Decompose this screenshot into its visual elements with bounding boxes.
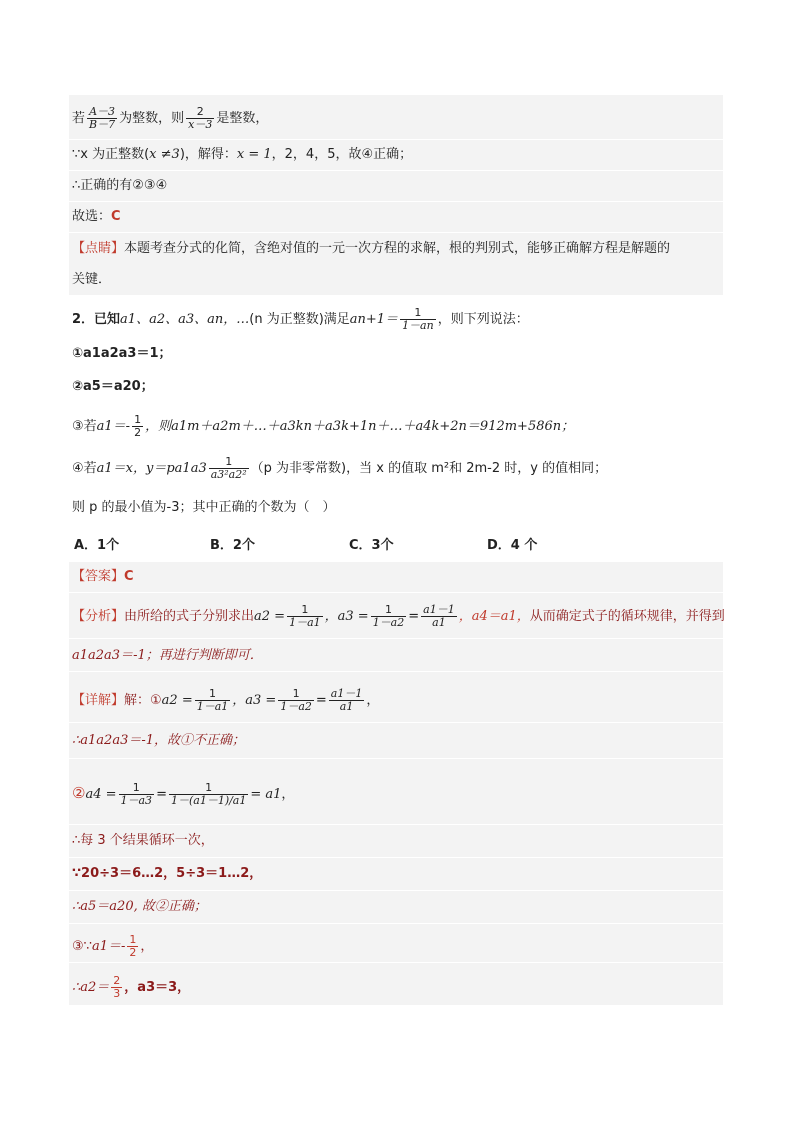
fraction-denominator: a1: [329, 700, 365, 713]
text: 故选：: [72, 209, 112, 224]
q1-line-comment: [72, 240, 670, 258]
analysis-line: [72, 604, 725, 629]
fraction-numerator: 1: [129, 933, 137, 946]
option-c: [349, 537, 394, 555]
q2-statement-3: [72, 414, 574, 439]
text: ，: [140, 939, 154, 954]
analysis-tag: 【分析】: [72, 609, 125, 624]
fraction: [287, 604, 323, 629]
text: )，解得：: [179, 147, 237, 162]
detail-tag: 【详解】: [72, 693, 125, 708]
math: ，a3 =: [324, 609, 369, 624]
text: ∴a2＝: [72, 980, 110, 995]
highlight-band: [69, 562, 723, 593]
fraction-numerator: 1: [384, 603, 392, 616]
q1-line-comment-end: [72, 271, 111, 289]
fraction-numerator: a1－1: [330, 687, 363, 700]
math: = a1: [250, 787, 282, 802]
text: 本题考查分式的化简，含绝对值的一元一次方程的求解，根的判别式，能够正确解方程是解题的: [124, 241, 671, 256]
option-d: [487, 537, 537, 555]
fraction: [421, 604, 457, 629]
math: =: [156, 787, 167, 802]
text: 解：①: [124, 693, 162, 708]
text: （p 为非零常数)，当 x 的值取 m²和 2m-2 时，y 的值相同；: [250, 461, 608, 476]
text: 由所给的式子分别求出: [124, 609, 255, 624]
detail-line-3: [72, 782, 294, 807]
text: (n 为正整数)满足: [249, 312, 350, 327]
answer-tag: 【答案】: [72, 569, 125, 584]
comment-tag: 【点睛】: [72, 241, 125, 256]
highlight-band: [69, 202, 723, 233]
math: a1＝-: [96, 419, 131, 434]
math: a2 =: [254, 609, 286, 624]
text: ，a3＝3，: [124, 980, 191, 995]
math: a2 =: [161, 693, 193, 708]
text: ①a1a2a3＝1；: [72, 346, 172, 361]
fraction: [119, 782, 155, 807]
answer-line: [72, 568, 134, 586]
q2-stem: [72, 307, 529, 332]
fraction-numerator: 2: [113, 974, 121, 987]
fraction: [195, 688, 231, 713]
q1-line-correct: [72, 177, 167, 195]
q2-statement-4: [72, 456, 607, 481]
fraction-denominator: x－3: [188, 118, 213, 131]
detail-line-4: [72, 832, 214, 850]
math: ，则a1m＋a2m＋…＋a3kn＋a3k+1n＋…＋a4k+2n＝912m+586n；: [145, 419, 575, 434]
fraction-numerator: 2: [196, 105, 204, 118]
fraction-denominator: 2: [134, 426, 142, 439]
fraction-numerator: A－3: [89, 105, 116, 118]
option-a: [74, 537, 119, 555]
fraction-denominator: 1－an: [402, 319, 434, 332]
fraction: [132, 414, 143, 439]
math: ，a4＝a1，: [458, 609, 530, 624]
fraction-denominator: 3: [113, 987, 121, 1000]
text: 为整数，则: [119, 111, 185, 126]
circled-number: ②: [72, 784, 86, 802]
math: x ≠3: [149, 147, 180, 162]
fraction-numerator: 1: [132, 781, 140, 794]
detail-line-1: [72, 688, 379, 713]
math: a4 =: [85, 787, 117, 802]
fraction-numerator: 1: [209, 687, 216, 700]
detail-line-7: [72, 934, 153, 959]
math: =: [408, 609, 420, 624]
text: ②a5＝a20；: [72, 379, 154, 394]
text: 若: [72, 111, 86, 126]
math: ，a3 =: [232, 693, 277, 708]
fraction-numerator: 1: [205, 781, 213, 794]
fraction-denominator: 1－a1: [289, 616, 321, 629]
fraction-denominator: 1－a2: [280, 700, 312, 713]
question-number: 2．已知: [72, 312, 121, 327]
fraction: [169, 782, 248, 807]
text: ③若: [72, 419, 97, 434]
detail-line-5: [72, 865, 262, 883]
fraction-numerator: 1: [225, 455, 233, 468]
text: ∵x 为正整数(: [72, 147, 150, 162]
text: 从而确定式子的循环规律，并得到: [529, 609, 725, 624]
fraction-denominator: a3²a2²: [210, 468, 247, 481]
fraction-denominator: 1－(a1－1)/a1: [170, 794, 247, 807]
fraction-numerator: 1: [134, 413, 142, 426]
text: ∴正确的有②③④: [72, 178, 168, 193]
fraction-denominator: a1: [421, 616, 457, 629]
fraction-numerator: 1: [292, 687, 300, 700]
text: ，2，4，5，故④正确；: [271, 147, 413, 162]
fraction: [278, 688, 314, 713]
option-text: B．2个: [210, 538, 255, 553]
option-text: A．1个: [74, 538, 120, 553]
math: an+1＝: [349, 312, 399, 327]
fraction-numerator: 1: [414, 306, 422, 319]
q1-line-choice: [72, 208, 121, 226]
q1-line-condition: [72, 106, 268, 131]
fraction: [87, 106, 117, 131]
q2-statement-2: [72, 378, 154, 396]
q1-line-solve: [72, 146, 412, 164]
option-text: C．3个: [349, 538, 394, 553]
q2-statement-1: [72, 345, 172, 363]
math: a1＝-: [91, 939, 126, 954]
answer-letter: C: [111, 209, 121, 224]
option-b: [210, 537, 255, 555]
fraction-denominator: 1－a3: [120, 794, 153, 807]
text: ④若: [72, 461, 97, 476]
detail-line-2: [72, 732, 245, 750]
analysis-line-2: [72, 647, 263, 665]
text: ∴每 3 个结果循环一次，: [72, 833, 214, 848]
fraction-denominator: 2: [129, 946, 137, 959]
fraction: [329, 688, 365, 713]
fraction: [400, 307, 436, 332]
math: x = 1: [236, 147, 272, 162]
text: ，: [281, 787, 295, 802]
text: ，: [366, 693, 380, 708]
math: a1＝x，y＝pa1a3: [96, 461, 207, 476]
text: 关键．: [72, 272, 112, 287]
text: ③∵: [72, 939, 92, 954]
text: 则 p 的最小值为-3；其中正确的个数为（ ）: [72, 500, 336, 515]
fraction: [371, 604, 407, 629]
fraction-denominator: 1－a2: [372, 616, 405, 629]
answer-letter: C: [124, 569, 134, 584]
text: ∴a1a2a3＝-1，故①不正确；: [72, 733, 245, 748]
text: ，则下列说法：: [437, 312, 529, 327]
fraction-numerator: 1: [301, 603, 309, 616]
fraction: [186, 106, 214, 131]
q2-statement-5: [72, 499, 335, 517]
text: a1a2a3＝-1；再进行判断即可．: [72, 648, 263, 663]
text: 是整数，: [216, 111, 269, 126]
fraction: [209, 456, 249, 481]
text: ∵20÷3＝6…2，5÷3＝1…2，: [72, 866, 263, 881]
fraction-denominator: 1－a1: [196, 700, 229, 713]
detail-line-8: [72, 975, 190, 1000]
highlight-band: [69, 924, 723, 963]
fraction: [127, 934, 138, 959]
math: a1、a2、a3、an，…: [120, 312, 250, 327]
fraction-numerator: a1－1: [423, 603, 455, 616]
option-text: D．4 个: [487, 538, 538, 553]
math: =: [315, 693, 327, 708]
fraction-denominator: B－7: [89, 118, 116, 131]
fraction: [111, 975, 122, 1000]
text: ∴a5＝a20, 故②正确；: [72, 899, 207, 914]
detail-line-6: [72, 898, 207, 916]
